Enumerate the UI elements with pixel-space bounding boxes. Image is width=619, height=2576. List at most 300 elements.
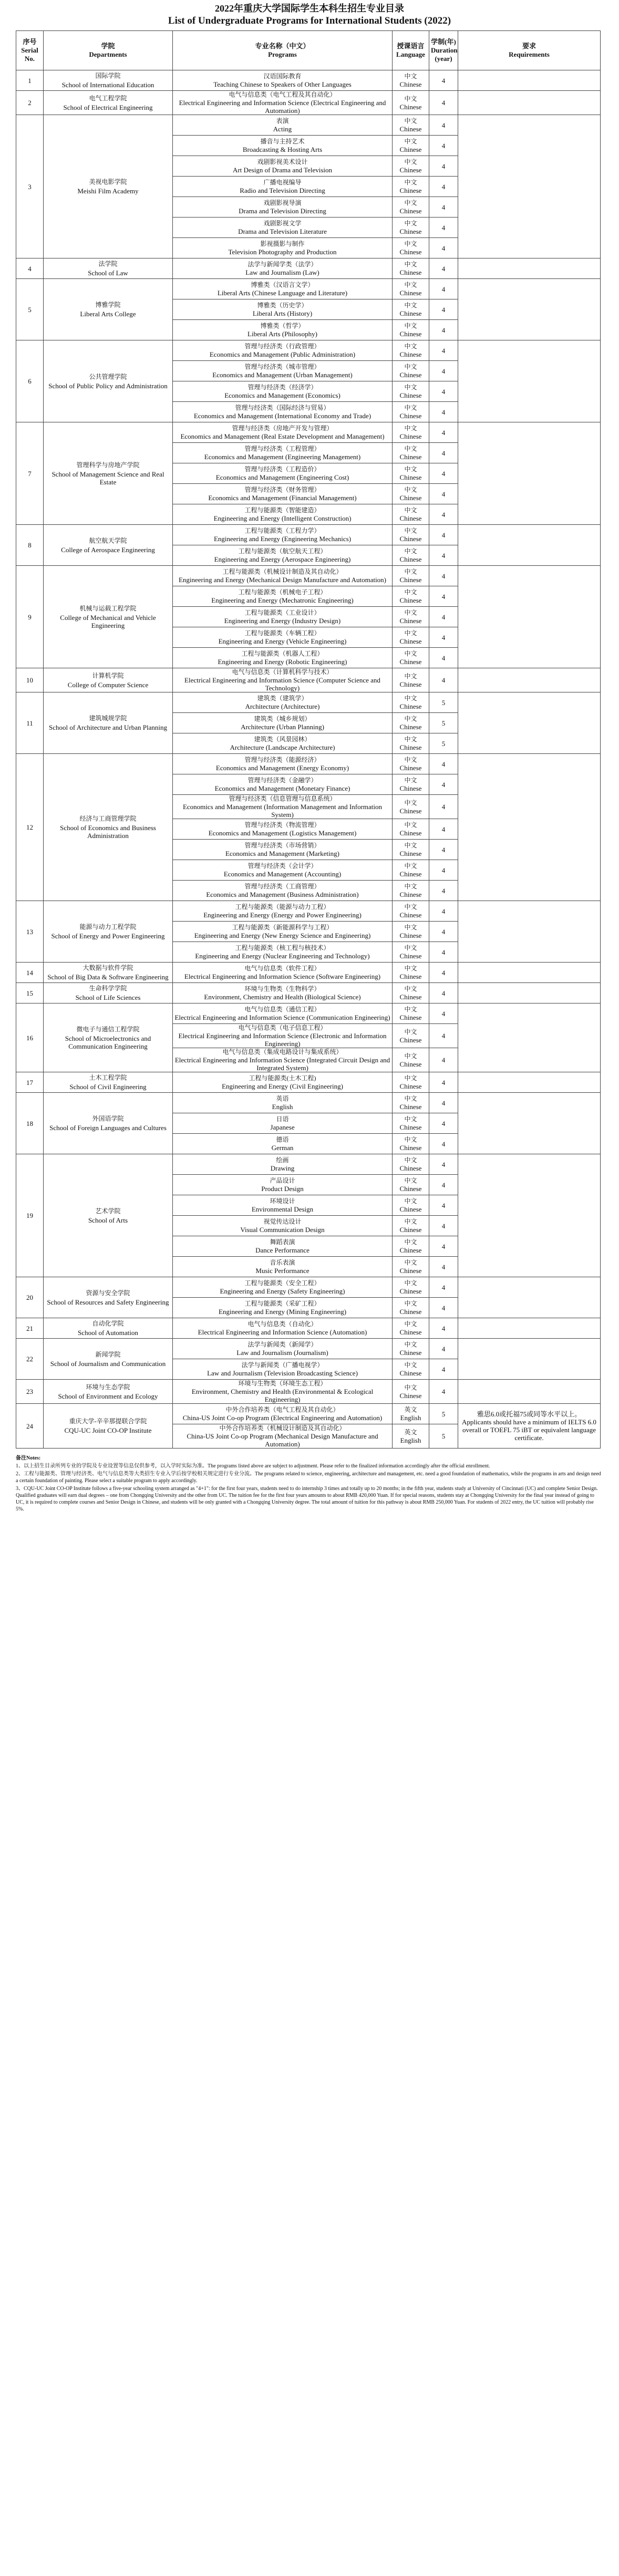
- serial-cell: 15: [16, 983, 44, 1003]
- language-zh: 中文: [404, 842, 417, 849]
- header-requirements: 要求 Requirements: [458, 31, 601, 70]
- language-en: Chinese: [399, 617, 422, 625]
- language-en: Chinese: [399, 166, 422, 174]
- program-name-en: Economics and Management (Monetary Finance): [214, 784, 350, 792]
- language-zh: 英文: [404, 1406, 417, 1413]
- language-en: Chinese: [399, 1144, 422, 1152]
- language-cell: [393, 754, 429, 774]
- duration-cell: 4: [429, 115, 458, 136]
- duration-cell: 4: [429, 881, 458, 901]
- language-cell: [393, 115, 429, 136]
- department-name-zh: 电气工程学院: [89, 94, 127, 102]
- language-cell: [393, 545, 429, 566]
- serial-cell: 17: [16, 1072, 44, 1093]
- language-zh: 中文: [404, 199, 417, 206]
- program-cell: [173, 586, 393, 607]
- program-name-zh: 戏剧影视导演: [263, 199, 302, 206]
- language-zh: 中文: [404, 322, 417, 329]
- program-name-en: Engineering and Energy (Safety Engineering): [220, 1287, 345, 1295]
- department-cell: [44, 983, 173, 1003]
- program-name-zh: 工程与能源类（新能源科学与工程）: [232, 924, 333, 931]
- program-name-zh: 管理与经济类（能源经济）: [244, 756, 321, 763]
- table-row: [16, 1072, 601, 1093]
- serial-cell: 21: [16, 1318, 44, 1339]
- duration-cell: 4: [429, 70, 458, 91]
- program-name-en: Economics and Management (Engineering Management): [204, 453, 361, 461]
- language-cell: [393, 177, 429, 197]
- serial-cell: 22: [16, 1339, 44, 1380]
- department-cell: [44, 692, 173, 754]
- language-en: Chinese: [399, 371, 422, 379]
- language-cell: [393, 484, 429, 504]
- language-en: Chinese: [399, 248, 422, 256]
- language-zh: 中文: [404, 1006, 417, 1013]
- table-body: [16, 70, 601, 1449]
- program-name-en: Electrical Engineering and Information Science (Computer Science and Technology): [184, 676, 380, 692]
- program-cell: [173, 1072, 393, 1093]
- program-name-zh: 工程与能源类（智能建造）: [244, 506, 321, 514]
- duration-cell: 4: [429, 279, 458, 299]
- table-row: [16, 70, 601, 91]
- language-en: Chinese: [399, 1205, 422, 1213]
- language-zh: 中文: [404, 73, 417, 80]
- language-cell: [393, 627, 429, 648]
- program-name-zh: 电气与信息类（软件工程）: [244, 965, 321, 972]
- program-cell: [173, 922, 393, 942]
- department-cell: [44, 258, 173, 279]
- language-en: Chinese: [399, 289, 422, 297]
- duration-cell: 4: [429, 922, 458, 942]
- department-cell: [44, 525, 173, 566]
- language-en: Chinese: [399, 102, 422, 111]
- department-cell: [44, 963, 173, 983]
- language-zh: 中文: [404, 363, 417, 370]
- program-name-en: Economics and Management (Accounting): [223, 870, 342, 878]
- department-name-zh: 艺术学院: [95, 1207, 121, 1215]
- requirements-cell: [458, 115, 601, 258]
- language-cell: [393, 648, 429, 668]
- serial-cell: 2: [16, 91, 44, 115]
- program-name-zh: 博雅类（哲学）: [260, 322, 305, 329]
- program-name-zh: 日语: [276, 1115, 289, 1123]
- department-name-zh: 航空航天学院: [89, 536, 127, 544]
- table-row: [16, 1318, 601, 1339]
- department-cell: [44, 1003, 173, 1072]
- table-row: [16, 668, 601, 692]
- program-cell: [173, 136, 393, 156]
- language-zh: 中文: [404, 1028, 417, 1036]
- language-zh: 中文: [404, 1218, 417, 1225]
- language-cell: [393, 1424, 429, 1449]
- notes-heading: 备注Notes:: [16, 1455, 41, 1461]
- program-cell: [173, 668, 393, 692]
- document-page: [16, 0, 603, 1513]
- requirement-zh: 雅思6.0或托福75或同等水平以上。: [477, 1410, 582, 1418]
- program-cell: [173, 1154, 393, 1175]
- program-cell: [173, 91, 393, 115]
- program-name-en: Law and Journalism (Law): [245, 268, 319, 276]
- program-name-en: English: [272, 1103, 293, 1111]
- program-cell: [173, 983, 393, 1003]
- duration-cell: 5: [429, 1424, 458, 1449]
- program-name-en: Liberal Arts (Philosophy): [247, 330, 317, 338]
- program-name-zh: 管理与经济类（工程管理）: [244, 445, 321, 452]
- department-name-en: CQU-UC Joint CO-OP Institute: [64, 1426, 152, 1434]
- program-name-en: Electrical Engineering and Information Science (Software Engineering): [184, 973, 381, 980]
- program-name-zh: 电气与信息类（计算机科学与技术）: [232, 668, 333, 676]
- table-row: [16, 983, 601, 1003]
- language-cell: [393, 381, 429, 402]
- program-name-zh: 博雅类（历史学）: [257, 302, 308, 309]
- department-cell: [44, 754, 173, 901]
- language-cell: [393, 881, 429, 901]
- language-zh: 中文: [404, 343, 417, 350]
- program-cell: [173, 443, 393, 463]
- program-name-en: Law and Journalism (Journalism): [236, 1349, 328, 1357]
- language-zh: 中文: [404, 404, 417, 411]
- table-row: [16, 115, 601, 136]
- program-name-zh: 电气与信息类（电气工程及其自动化）: [229, 91, 336, 98]
- duration-cell: 5: [429, 1404, 458, 1424]
- program-name-en: Architecture (Architecture): [245, 702, 320, 710]
- language-cell: [393, 218, 429, 238]
- language-cell: [393, 774, 429, 795]
- language-zh: 中文: [404, 465, 417, 473]
- language-zh: 中文: [404, 672, 417, 680]
- header-program: 专业名称（中文） Programs: [173, 31, 393, 70]
- program-name-zh: 工程与能源类（核工程与核技术）: [235, 944, 330, 951]
- language-cell: [393, 1380, 429, 1404]
- language-cell: [393, 860, 429, 881]
- language-zh: 中文: [404, 1300, 417, 1307]
- language-en: Chinese: [399, 350, 422, 358]
- serial-cell: 7: [16, 422, 44, 525]
- program-name-zh: 播音与主持艺术: [260, 138, 305, 145]
- program-name-zh: 中外合作培养类（机械设计制造及其自动化）: [219, 1424, 346, 1432]
- program-cell: [173, 819, 393, 840]
- department-cell: [44, 1277, 173, 1318]
- language-en: Chinese: [399, 1349, 422, 1357]
- language-zh: 中文: [404, 695, 417, 702]
- department-name-zh: 管理科学与房地产学院: [76, 461, 140, 469]
- language-en: English: [400, 1414, 421, 1422]
- language-zh: 中文: [404, 715, 417, 722]
- language-en: Chinese: [399, 743, 422, 751]
- duration-cell: 4: [429, 1003, 458, 1024]
- language-cell: [393, 463, 429, 484]
- duration-cell: 4: [429, 545, 458, 566]
- requirements-cell: [458, 91, 601, 115]
- table-row: [16, 1277, 601, 1298]
- language-zh: 中文: [404, 799, 417, 806]
- language-cell: [393, 819, 429, 840]
- duration-cell: 5: [429, 733, 458, 754]
- duration-cell: 4: [429, 1298, 458, 1318]
- language-zh: 中文: [404, 527, 417, 534]
- requirements-cell: [458, 258, 601, 279]
- table-row: [16, 1339, 601, 1359]
- language-cell: [393, 504, 429, 525]
- program-name-en: Liberal Arts (Chinese Language and Literature): [217, 289, 348, 297]
- serial-cell: 1: [16, 70, 44, 91]
- language-cell: [393, 1359, 429, 1380]
- requirements-cell: [458, 70, 601, 91]
- program-name-en: Drawing: [270, 1164, 295, 1172]
- table-row: [16, 963, 601, 983]
- program-name-zh: 戏剧影视美术设计: [257, 158, 308, 165]
- duration-cell: 4: [429, 819, 458, 840]
- language-cell: [393, 1175, 429, 1195]
- language-en: Chinese: [399, 1267, 422, 1275]
- header-language: 授课语言 Language: [393, 31, 429, 70]
- program-name-zh: 表演: [276, 117, 289, 125]
- duration-cell: 4: [429, 525, 458, 545]
- language-zh: 中文: [404, 756, 417, 763]
- program-name-en: Electrical Engineering and Information Science (Electrical Engineering and Automation): [179, 99, 386, 115]
- program-cell: [173, 381, 393, 402]
- department-name-en: School of Environment and Ecology: [58, 1392, 158, 1400]
- department-cell: [44, 1093, 173, 1154]
- program-name-zh: 影视摄影与制作: [260, 240, 305, 247]
- program-name-zh: 汉语国际教育: [263, 73, 302, 80]
- program-name-zh: 舞蹈表演: [270, 1238, 295, 1246]
- language-en: Chinese: [399, 146, 422, 153]
- program-name-zh: 管理与经济类（信息管理与信息系统）: [229, 795, 336, 802]
- program-cell: [173, 1175, 393, 1195]
- program-cell: [173, 774, 393, 795]
- program-name-zh: 法学与新闻学类（法学）: [247, 261, 317, 268]
- duration-cell: 4: [429, 1113, 458, 1134]
- duration-cell: 4: [429, 774, 458, 795]
- program-cell: [173, 607, 393, 627]
- note-item: 1、以上招生目录所列专业的学院及专业设置等信息仅供参考，以入学时实际为准。The programs listed above are subject to adjustment. Please refer to the finalized information accordingly after the official enrollment.: [16, 1463, 490, 1469]
- language-cell: [393, 197, 429, 218]
- table-row: [16, 340, 601, 361]
- header-duration: 学制(年) Duration (year): [429, 31, 458, 70]
- department-name-en: School of Electrical Engineering: [63, 103, 153, 111]
- duration-cell: 4: [429, 136, 458, 156]
- requirements-cell: [458, 1318, 601, 1339]
- serial-cell: 9: [16, 566, 44, 668]
- department-name-en: Liberal Arts College: [80, 310, 136, 318]
- language-zh: 中文: [404, 1136, 417, 1143]
- language-en: Chinese: [399, 637, 422, 645]
- language-en: Chinese: [399, 973, 422, 980]
- language-cell: [393, 422, 429, 443]
- program-name-zh: 戏剧影视文学: [263, 220, 302, 227]
- program-cell: [173, 70, 393, 91]
- duration-cell: 4: [429, 963, 458, 983]
- program-name-en: Engineering and Energy (New Energy Science and Engineering): [194, 932, 371, 939]
- program-name-en: Economics and Management (Financial Management): [208, 494, 357, 502]
- program-name-en: Architecture (Urban Planning): [241, 723, 324, 731]
- duration-cell: 4: [429, 1277, 458, 1298]
- program-name-zh: 管理与经济类（会计学）: [247, 862, 317, 870]
- table-row: [16, 754, 601, 774]
- language-cell: [393, 136, 429, 156]
- language-cell: [393, 1072, 429, 1093]
- duration-cell: 4: [429, 91, 458, 115]
- department-name-zh: 博雅学院: [95, 301, 121, 308]
- language-en: Chinese: [399, 227, 422, 235]
- program-cell: [173, 361, 393, 381]
- program-cell: [173, 1339, 393, 1359]
- language-en: Chinese: [399, 784, 422, 792]
- program-cell: [173, 115, 393, 136]
- program-name-zh: 电气与信息类（电子信息工程）: [238, 1024, 327, 1031]
- language-zh: 中文: [404, 1095, 417, 1102]
- department-name-en: School of Big Data & Software Engineering: [47, 973, 169, 981]
- department-cell: [44, 340, 173, 422]
- program-cell: [173, 299, 393, 320]
- language-zh: 中文: [404, 95, 417, 102]
- language-en: Chinese: [399, 576, 422, 584]
- program-name-en: Economics and Management (International Economy and Trade): [193, 412, 372, 420]
- language-zh: 中文: [404, 302, 417, 309]
- program-name-zh: 法学与新闻类（新闻学）: [247, 1341, 317, 1348]
- title-zh: 2022年重庆大学国际学生本科生招生专业目录: [215, 3, 404, 14]
- program-name-zh: 管理与经济类（房地产开发与管理）: [232, 425, 333, 432]
- program-name-zh: 工程与能源类（航空航天工程）: [238, 547, 327, 555]
- duration-cell: 4: [429, 381, 458, 402]
- program-name-zh: 法学与新闻类（广播电视学）: [241, 1361, 324, 1369]
- language-en: Chinese: [399, 125, 422, 133]
- program-name-en: Economics and Management (Urban Management): [212, 371, 353, 379]
- requirements-cell: [458, 692, 601, 754]
- requirements-cell: [458, 901, 601, 963]
- language-zh: 中文: [404, 903, 417, 911]
- language-en: Chinese: [399, 952, 422, 960]
- department-name-zh: 公共管理学院: [89, 373, 127, 380]
- serial-cell: 4: [16, 258, 44, 279]
- program-cell: [173, 340, 393, 361]
- language-en: Chinese: [399, 1287, 422, 1295]
- language-zh: 中文: [404, 1074, 417, 1082]
- program-cell: [173, 1380, 393, 1404]
- program-name-en: Engineering and Energy (Mechanical Design Manufacture and Automation): [178, 576, 387, 584]
- language-zh: 中文: [404, 777, 417, 784]
- program-name-zh: 工程与能源类(土木工程): [249, 1074, 316, 1082]
- program-cell: [173, 1216, 393, 1236]
- program-cell: [173, 258, 393, 279]
- program-name-en: Engineering and Energy (Civil Engineering): [222, 1082, 343, 1090]
- serial-cell: 10: [16, 668, 44, 692]
- language-cell: [393, 1154, 429, 1175]
- program-cell: [173, 1359, 393, 1380]
- program-name-en: Economics and Management (Information Management and Information System): [182, 803, 383, 819]
- serial-cell: 13: [16, 901, 44, 963]
- duration-cell: 4: [429, 402, 458, 422]
- program-name-en: Engineering and Energy (Mechatronic Engineering): [211, 596, 354, 604]
- program-cell: [173, 840, 393, 860]
- language-cell: [393, 1195, 429, 1216]
- program-name-en: Economics and Management (Business Administration): [206, 891, 359, 898]
- language-zh: 中文: [404, 1197, 417, 1205]
- program-cell: [173, 1236, 393, 1257]
- program-name-zh: 工程与能源类（机械电子工程）: [238, 588, 327, 596]
- program-cell: [173, 320, 393, 340]
- language-en: Chinese: [399, 1185, 422, 1193]
- language-zh: 中文: [404, 281, 417, 288]
- language-cell: [393, 1339, 429, 1359]
- duration-cell: 4: [429, 238, 458, 258]
- language-en: Chinese: [399, 412, 422, 420]
- duration-cell: 4: [429, 443, 458, 463]
- table-row: [16, 1404, 601, 1424]
- language-en: Chinese: [399, 680, 422, 688]
- program-cell: [173, 1257, 393, 1277]
- requirements-cell: [458, 525, 601, 566]
- program-cell: [173, 545, 393, 566]
- department-cell: [44, 91, 173, 115]
- language-en: Chinese: [399, 330, 422, 338]
- language-cell: [393, 258, 429, 279]
- language-cell: [393, 692, 429, 713]
- program-name-en: Economics and Management (Logistics Management): [208, 829, 357, 837]
- duration-cell: 4: [429, 197, 458, 218]
- program-cell: [173, 1048, 393, 1072]
- language-cell: [393, 1298, 429, 1318]
- department-cell: [44, 1380, 173, 1404]
- language-en: Chinese: [399, 309, 422, 317]
- language-cell: [393, 963, 429, 983]
- program-name-en: Economics and Management (Real Estate Development and Management): [180, 432, 385, 440]
- program-name-en: Broadcasting & Hosting Arts: [242, 146, 323, 153]
- program-name-zh: 工程与能源类（机械设计制造及其自动化）: [222, 568, 343, 575]
- language-cell: [393, 525, 429, 545]
- table-row: [16, 1154, 601, 1175]
- program-cell: [173, 197, 393, 218]
- language-en: Chinese: [399, 80, 422, 88]
- duration-cell: 4: [429, 754, 458, 774]
- language-cell: [393, 1404, 429, 1424]
- language-cell: [393, 586, 429, 607]
- program-name-en: Economics and Management (Energy Economy): [215, 764, 349, 772]
- department-cell: [44, 115, 173, 258]
- language-cell: [393, 1024, 429, 1048]
- requirements-cell: [458, 1339, 601, 1380]
- department-name-en: College of Computer Science: [67, 680, 149, 689]
- serial-cell: 16: [16, 1003, 44, 1072]
- department-name-en: Meishi Film Academy: [77, 187, 139, 195]
- program-cell: [173, 1277, 393, 1298]
- language-cell: [393, 443, 429, 463]
- program-name-en: Japanese: [270, 1123, 295, 1131]
- language-cell: [393, 1003, 429, 1024]
- table-row: [16, 1003, 601, 1024]
- program-cell: [173, 901, 393, 922]
- language-en: Chinese: [399, 1103, 422, 1111]
- program-cell: [173, 1298, 393, 1318]
- program-name-zh: 管理与经济类（工程造价）: [244, 465, 321, 473]
- duration-cell: 4: [429, 1024, 458, 1048]
- program-name-en: Economics and Management (Public Administration): [209, 350, 356, 358]
- language-zh: 中文: [404, 486, 417, 493]
- program-cell: [173, 1424, 393, 1449]
- requirement-en: Applicants should have a minimum of IELTS 6.0 overall or TOEFL 75 iBT or equivalent language certificate.: [462, 1418, 596, 1442]
- duration-cell: 4: [429, 299, 458, 320]
- duration-cell: 4: [429, 1318, 458, 1339]
- duration-cell: 4: [429, 463, 458, 484]
- duration-cell: 4: [429, 1175, 458, 1195]
- program-name-en: Economics and Management (Marketing): [225, 850, 339, 857]
- duration-cell: 4: [429, 1236, 458, 1257]
- department-name-en: College of Aerospace Engineering: [61, 545, 155, 554]
- duration-cell: 4: [429, 218, 458, 238]
- program-cell: [173, 525, 393, 545]
- table-row: [16, 901, 601, 922]
- language-zh: 中文: [404, 1341, 417, 1348]
